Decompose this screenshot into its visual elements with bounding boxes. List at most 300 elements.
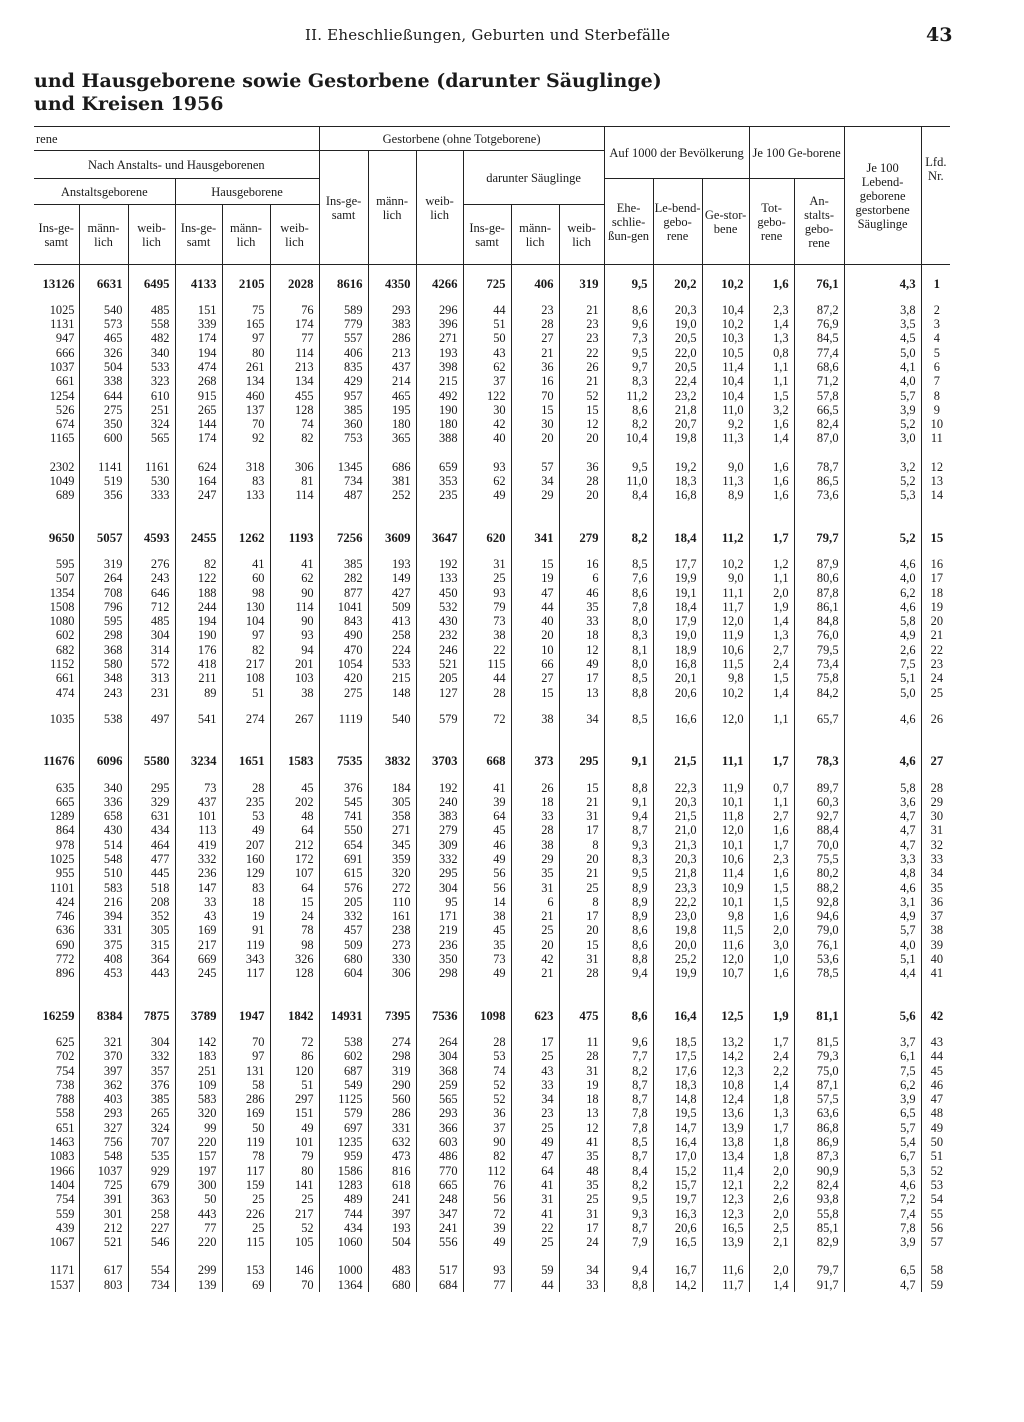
- table-cell: 11,1: [702, 586, 749, 600]
- table-cell: 36: [921, 895, 950, 909]
- table-cell: 10,6: [702, 852, 749, 866]
- table-cell: 583: [175, 1092, 222, 1106]
- table-cell: 754: [55, 1063, 75, 1078]
- table-cell: 134: [270, 374, 319, 388]
- table-cell: 97: [222, 628, 270, 642]
- table-cell: 3,6: [844, 795, 921, 809]
- table-cell: 21: [511, 909, 559, 923]
- table-cell: 535: [128, 1149, 175, 1163]
- table-cell: 236: [175, 866, 222, 880]
- table-cell: 533: [128, 360, 175, 374]
- table-cell: 1080: [49, 614, 75, 629]
- table-cell: 615: [319, 866, 368, 880]
- table-cell: 64: [270, 823, 319, 837]
- table-cell: 298: [79, 628, 128, 642]
- table-cell: 843: [319, 614, 368, 628]
- table-cell: 3703: [416, 754, 463, 768]
- table-row-total: [34, 277, 950, 291]
- table-cell: 1,3: [749, 628, 794, 642]
- table-cell: 306: [368, 966, 416, 980]
- table-row: [34, 600, 950, 614]
- table-row: [34, 643, 950, 657]
- table-cell: 265: [128, 1106, 175, 1120]
- table-cell: 44: [511, 600, 559, 614]
- table-cell: 20,1: [653, 671, 702, 685]
- table-cell: 1254: [49, 388, 75, 403]
- table-cell: 475: [559, 1009, 604, 1023]
- table-cell: 304: [128, 628, 175, 642]
- table-cell: 33: [559, 1278, 604, 1292]
- table-cell: 49: [463, 488, 511, 502]
- table-cell: 579: [416, 712, 463, 726]
- table-cell: 477: [128, 852, 175, 866]
- table-cell: 635: [55, 780, 75, 795]
- table-cell: 219: [416, 923, 463, 937]
- table-cell: 25: [511, 1049, 559, 1063]
- table-cell: 127: [416, 686, 463, 700]
- table-cell: 79,0: [794, 923, 844, 937]
- table-cell: 41: [270, 557, 319, 571]
- table-cell: 1345: [319, 460, 368, 474]
- table-cell: 130: [222, 600, 270, 614]
- table-cell: 13,2: [702, 1035, 749, 1049]
- table-cell: 1,3: [749, 1106, 794, 1120]
- table-row: [34, 1221, 950, 1235]
- table-cell: 1,6: [749, 823, 794, 837]
- table-cell: 113: [175, 823, 222, 837]
- table-cell: 610: [128, 389, 175, 403]
- table-cell: 413: [368, 614, 416, 628]
- header-gest-maennlich: männ-lich: [368, 151, 416, 265]
- table-cell: 151: [175, 303, 222, 317]
- table-cell: 13,4: [702, 1149, 749, 1163]
- table-cell: 192: [416, 781, 463, 795]
- table-cell: 357: [128, 1064, 175, 1078]
- table-cell: 293: [416, 1106, 463, 1120]
- table-cell: 465: [368, 389, 416, 403]
- table-cell: 11,9: [702, 628, 749, 642]
- table-cell: 18: [559, 1092, 604, 1106]
- table-cell: 267: [270, 712, 319, 726]
- table-cell: 1,6: [749, 460, 794, 474]
- table-cell: 1054: [319, 657, 368, 671]
- table-row: [34, 431, 950, 445]
- table-row: [34, 1078, 950, 1092]
- table-cell: 7,5: [844, 1064, 921, 1078]
- table-cell: 10,3: [702, 331, 749, 345]
- table-cell: 2,7: [749, 809, 794, 823]
- table-cell: 385: [319, 403, 368, 417]
- table-cell: 64: [511, 1164, 559, 1178]
- table-cell: 86,1: [794, 600, 844, 614]
- table-cell: 370: [79, 1049, 128, 1063]
- table-cell: 383: [368, 317, 416, 331]
- table-cell: 419: [175, 838, 222, 852]
- table-cell: 21: [921, 628, 950, 642]
- table-cell: 347: [416, 1207, 463, 1221]
- table-title-line-1: und Hausgeborene sowie Gestorbene (darunter Säuglinge): [34, 70, 662, 92]
- table-cell: 97: [222, 1049, 270, 1063]
- table-cell: 3,8: [844, 303, 921, 317]
- table-cell: 252: [368, 488, 416, 502]
- table-cell: 589: [319, 303, 368, 317]
- table-cell: 25,2: [653, 952, 702, 966]
- table-cell: 3,5: [844, 317, 921, 331]
- header-gest-insgesamt: Ins-ge-samt: [319, 151, 368, 265]
- table-cell: 87,1: [794, 1078, 844, 1092]
- table-cell: 75: [222, 303, 270, 317]
- table-cell: 4,6: [844, 1178, 921, 1192]
- table-cell: 4,1: [844, 360, 921, 374]
- table-cell: 3,0: [749, 938, 794, 952]
- table-cell: 34: [511, 474, 559, 488]
- table-cell: 57,8: [794, 389, 844, 403]
- table-row: [34, 488, 950, 502]
- table-cell: 9,4: [604, 966, 653, 980]
- table-cell: 217: [175, 938, 222, 952]
- table-cell: 443: [128, 966, 175, 980]
- table-cell: 286: [368, 1106, 416, 1120]
- table-cell: 78,3: [794, 754, 844, 768]
- table-cell: 1,7: [749, 1121, 794, 1135]
- table-cell: 95: [416, 895, 463, 909]
- table-cell: 20,5: [653, 331, 702, 345]
- table-cell: 7,3: [604, 331, 653, 345]
- table-cell: 172: [270, 852, 319, 866]
- table-cell: 26: [559, 360, 604, 374]
- table-cell: 7,9: [604, 1235, 653, 1249]
- table-cell: 190: [416, 403, 463, 417]
- table-cell: 418: [175, 657, 222, 671]
- table-cell: 532: [416, 600, 463, 614]
- table-header: [34, 127, 950, 265]
- table-cell: 244: [175, 600, 222, 614]
- table-cell: 73: [463, 952, 511, 966]
- table-cell: 20,5: [653, 360, 702, 374]
- table-cell: 19,9: [653, 966, 702, 980]
- table-cell: 73,6: [794, 488, 844, 502]
- table-cell: 8,8: [604, 1278, 653, 1292]
- table-cell: 47: [511, 1149, 559, 1163]
- table-cell: 320: [175, 1106, 222, 1120]
- table-cell: 2,0: [749, 1207, 794, 1221]
- table-cell: 12,0: [702, 614, 749, 628]
- table-cell: 24: [270, 909, 319, 923]
- row-spacer: [34, 446, 950, 460]
- table-cell: 76: [463, 1178, 511, 1192]
- table-cell: 12,3: [702, 1207, 749, 1221]
- table-cell: 8,9: [604, 881, 653, 895]
- table-cell: 9,5: [604, 346, 653, 360]
- table-cell: 220: [175, 1235, 222, 1249]
- table-cell: 0,8: [749, 346, 794, 360]
- table-cell: 232: [416, 628, 463, 642]
- table-cell: 680: [319, 952, 368, 966]
- table-cell: 84,5: [794, 331, 844, 345]
- table-cell: 34: [559, 1263, 604, 1277]
- table-cell: 7256: [319, 531, 368, 545]
- table-cell: 1098: [463, 1009, 511, 1023]
- table-cell: 18,4: [653, 531, 702, 545]
- table-cell: 548: [79, 852, 128, 866]
- table-row: [34, 1178, 950, 1192]
- table-cell: 202: [270, 795, 319, 809]
- table-cell: 406: [511, 277, 559, 291]
- table-cell: 44: [463, 303, 511, 317]
- table-cell: 1,4: [749, 686, 794, 700]
- table-cell: 46: [559, 586, 604, 600]
- table-cell: 28: [559, 966, 604, 980]
- table-cell: 43: [921, 1035, 950, 1049]
- table-cell: 3647: [416, 531, 463, 545]
- table-cell: 40: [921, 952, 950, 966]
- table-cell: 240: [416, 795, 463, 809]
- table-cell: 31: [559, 809, 604, 823]
- table-cell: 10: [511, 643, 559, 657]
- table-cell: 264: [79, 571, 128, 585]
- table-cell: 295: [559, 754, 604, 768]
- table-cell: 108: [222, 671, 270, 685]
- table-cell: 74: [270, 417, 319, 431]
- table-cell: 14: [463, 895, 511, 909]
- table-cell: 474: [175, 360, 222, 374]
- table-cell: 31: [463, 557, 511, 571]
- table-cell: 19,1: [653, 586, 702, 600]
- table-cell: 1000: [319, 1263, 368, 1277]
- table-cell: 1,5: [749, 389, 794, 403]
- table-row: [34, 1092, 950, 1106]
- table-cell: 81,5: [794, 1035, 844, 1049]
- table-cell: 10,1: [702, 838, 749, 852]
- table-cell: 363: [128, 1192, 175, 1206]
- table-cell: 51: [270, 1078, 319, 1092]
- table-cell: 397: [368, 1207, 416, 1221]
- table-cell: 12: [559, 643, 604, 657]
- table-cell: 17,6: [653, 1064, 702, 1078]
- row-spacer: [34, 726, 950, 754]
- table-row: [34, 686, 950, 700]
- table-cell: 105: [270, 1235, 319, 1249]
- table-cell: 326: [270, 952, 319, 966]
- table-row: [34, 474, 950, 488]
- table-cell: 364: [128, 952, 175, 966]
- table-cell: 72: [463, 1207, 511, 1221]
- table-cell: 1508: [49, 599, 75, 614]
- table-cell: 4266: [416, 277, 463, 291]
- table-row: [34, 389, 950, 403]
- table-cell: 90: [270, 614, 319, 628]
- table-cell: 8,3: [604, 852, 653, 866]
- table-cell: 492: [416, 389, 463, 403]
- table-cell: 80: [270, 1164, 319, 1178]
- table-cell: 42: [463, 417, 511, 431]
- table-cell: 194: [175, 346, 222, 360]
- table-cell: 27: [511, 671, 559, 685]
- table-cell: 315: [128, 938, 175, 952]
- table-cell: 35: [559, 1149, 604, 1163]
- table-cell: 70: [222, 1035, 270, 1049]
- table-cell: 38: [270, 686, 319, 700]
- table-cell: 11676: [43, 754, 75, 769]
- table-cell: 56: [463, 1192, 511, 1206]
- table-cell: 12,5: [702, 1009, 749, 1023]
- table-cell: 52: [559, 389, 604, 403]
- table-cell: 373: [511, 754, 559, 768]
- table-cell: 17,0: [653, 1149, 702, 1163]
- table-cell: 73,4: [794, 657, 844, 671]
- table-cell: 5,0: [844, 686, 921, 700]
- table-cell: 12,3: [702, 1064, 749, 1078]
- table-cell: 36: [559, 460, 604, 474]
- table-cell: 8,0: [604, 657, 653, 671]
- table-cell: 2,2: [749, 1064, 794, 1078]
- table-cell: 689: [55, 488, 75, 503]
- table-cell: 248: [416, 1192, 463, 1206]
- table-cell: 44: [463, 671, 511, 685]
- table-cell: 33: [511, 1078, 559, 1092]
- table-cell: 549: [319, 1078, 368, 1092]
- table-cell: 9,8: [702, 909, 749, 923]
- table-cell: 87,8: [794, 586, 844, 600]
- table-cell: 41: [222, 557, 270, 571]
- table-cell: 558: [128, 317, 175, 331]
- table-cell: 788: [55, 1092, 75, 1107]
- table-cell: 94: [270, 643, 319, 657]
- table-cell: 2,3: [749, 303, 794, 317]
- table-cell: 7,5: [844, 657, 921, 671]
- table-cell: 301: [79, 1207, 128, 1221]
- table-cell: 159: [222, 1178, 270, 1192]
- header-gest-weiblich: weib-lich: [416, 151, 463, 265]
- table-cell: 9,0: [702, 571, 749, 585]
- header-haus-insgesamt: Ins-ge-samt: [175, 205, 222, 265]
- table-cell: 3,0: [844, 431, 921, 445]
- table-cell: 14,8: [653, 1092, 702, 1106]
- table-cell: 15,7: [653, 1178, 702, 1192]
- table-cell: 273: [368, 938, 416, 952]
- table-cell: 18,4: [653, 600, 702, 614]
- table-cell: 128: [270, 403, 319, 417]
- table-cell: 8,5: [604, 712, 653, 726]
- table-cell: 275: [319, 686, 368, 700]
- table-cell: 556: [416, 1235, 463, 1249]
- table-cell: 4593: [128, 531, 175, 545]
- table-cell: 32: [921, 838, 950, 852]
- table-cell: 1,6: [749, 488, 794, 502]
- table-cell: 293: [368, 303, 416, 317]
- table-cell: 3: [921, 317, 950, 331]
- table-cell: 25: [222, 1192, 270, 1206]
- table-cell: 28: [463, 1035, 511, 1049]
- table-cell: 120: [270, 1064, 319, 1078]
- table-cell: 115: [222, 1235, 270, 1249]
- table-cell: 558: [55, 1106, 75, 1121]
- header-anstalts-haus: Nach Anstalts- und Hausgeborenen: [34, 151, 319, 179]
- table-cell: 52: [270, 1221, 319, 1235]
- table-cell: 424: [55, 894, 75, 909]
- table-cell: 359: [368, 852, 416, 866]
- table-cell: 2,4: [749, 657, 794, 671]
- table-cell: 161: [368, 909, 416, 923]
- table-cell: 11,0: [702, 403, 749, 417]
- table-cell: 201: [270, 657, 319, 671]
- table-cell: 19,7: [653, 1192, 702, 1206]
- table-cell: 1463: [49, 1135, 75, 1150]
- table-row: [34, 417, 950, 431]
- table-cell: 4,9: [844, 628, 921, 642]
- table-cell: 295: [128, 781, 175, 795]
- table-cell: 473: [368, 1149, 416, 1163]
- table-cell: 33: [921, 852, 950, 866]
- table-cell: 70,0: [794, 838, 844, 852]
- table-cell: 457: [319, 923, 368, 937]
- header-haus-maennlich: männ-lich: [222, 205, 270, 265]
- table-cell: 381: [368, 474, 416, 488]
- table-cell: 29: [921, 795, 950, 809]
- table-cell: 33: [511, 809, 559, 823]
- table-cell: 49: [463, 1235, 511, 1249]
- table-cell: 453: [79, 966, 128, 980]
- table-cell: 3,2: [749, 403, 794, 417]
- table-cell: 28: [511, 823, 559, 837]
- table-cell: 44: [511, 1278, 559, 1292]
- table-cell: 1,7: [749, 1035, 794, 1049]
- table-cell: 85,1: [794, 1221, 844, 1235]
- table-cell: 1,6: [749, 474, 794, 488]
- table-cell: 53: [921, 1178, 950, 1192]
- table-cell: 41: [511, 1207, 559, 1221]
- table-cell: 11,8: [702, 809, 749, 823]
- table-cell: 445: [128, 866, 175, 880]
- table-cell: 243: [128, 571, 175, 585]
- table-cell: 11: [921, 431, 950, 445]
- table-cell: 10,4: [702, 389, 749, 403]
- table-cell: 25: [511, 1235, 559, 1249]
- table-cell: 437: [368, 360, 416, 374]
- table-cell: 52: [921, 1164, 950, 1178]
- table-cell: 5580: [128, 754, 175, 768]
- table-cell: 98: [270, 938, 319, 952]
- table-cell: 376: [319, 781, 368, 795]
- table-cell: 560: [368, 1092, 416, 1106]
- table-cell: 271: [368, 823, 416, 837]
- table-cell: 2,6: [749, 1192, 794, 1206]
- header-saeugl-weiblich: weib-lich: [559, 205, 604, 265]
- table-cell: 21,3: [653, 838, 702, 852]
- table-cell: 338: [79, 374, 128, 388]
- table-cell: 19,9: [653, 571, 702, 585]
- table-row: [34, 866, 950, 880]
- table-cell: 146: [270, 1263, 319, 1277]
- table-row: [34, 360, 950, 374]
- table-cell: 9,4: [604, 1263, 653, 1277]
- table-cell: 87,9: [794, 557, 844, 571]
- table-cell: 464: [128, 838, 175, 852]
- table-cell: 31: [559, 952, 604, 966]
- table-cell: 11,1: [702, 754, 749, 768]
- table-cell: 624: [175, 460, 222, 474]
- table-cell: 99: [175, 1121, 222, 1135]
- table-cell: 183: [175, 1049, 222, 1063]
- table-cell: 331: [79, 923, 128, 937]
- table-cell: 654: [319, 838, 368, 852]
- table-cell: 4,7: [844, 809, 921, 823]
- table-cell: 98: [222, 586, 270, 600]
- table-cell: 21,5: [653, 809, 702, 823]
- table-cell: 56: [463, 866, 511, 880]
- table-cell: 2,0: [749, 586, 794, 600]
- table-cell: 16: [921, 557, 950, 571]
